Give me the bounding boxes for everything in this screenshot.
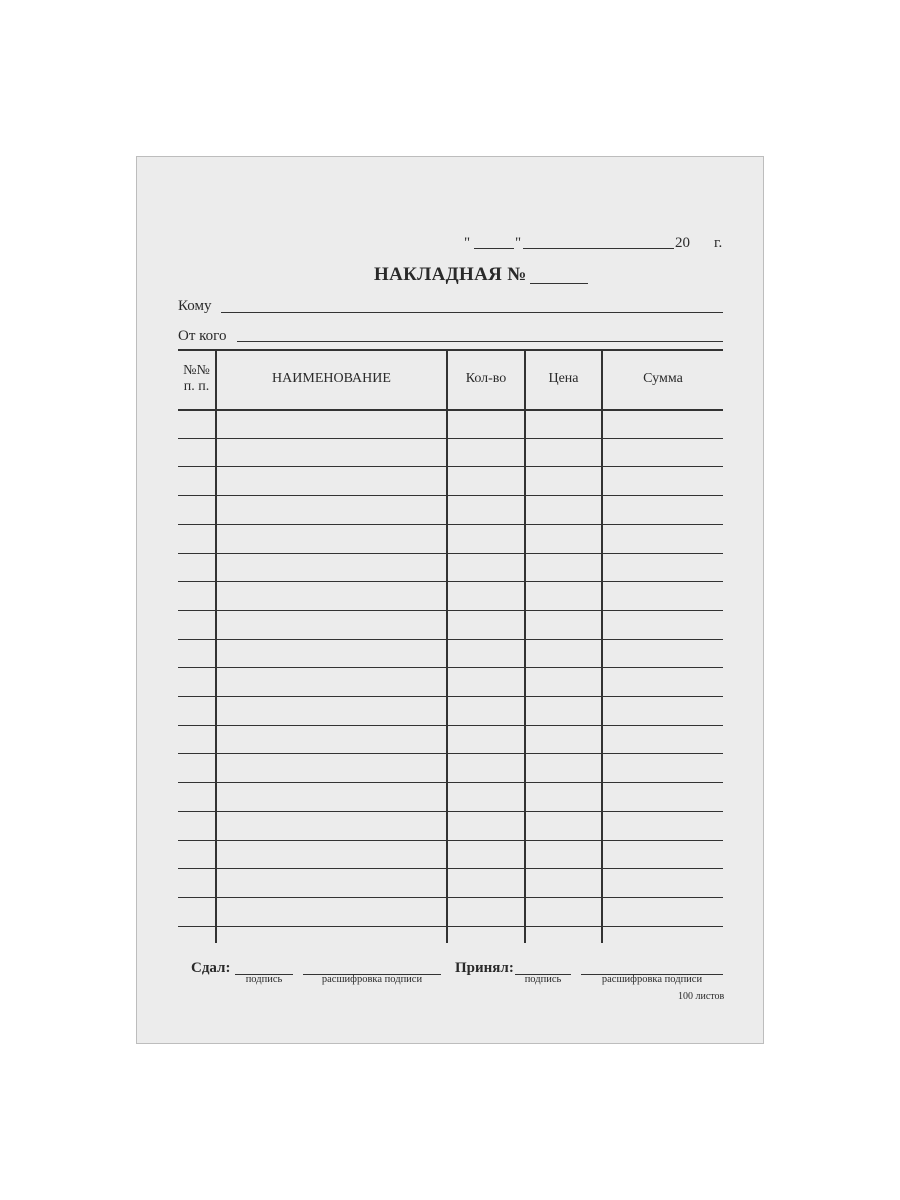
page-title: НАКЛАДНАЯ № bbox=[374, 264, 527, 285]
table-header-bottom-border bbox=[178, 409, 723, 411]
table-top-border bbox=[178, 349, 723, 351]
table-row-line bbox=[178, 840, 723, 841]
table-row-line bbox=[178, 495, 723, 496]
month-blank-line bbox=[523, 234, 674, 249]
gave-signature-line bbox=[235, 960, 293, 975]
date-open-quote: " bbox=[464, 235, 471, 251]
gave-decoding-line bbox=[303, 960, 441, 975]
column-divider-2 bbox=[446, 349, 448, 943]
table-row-line bbox=[178, 438, 723, 439]
table-row-line bbox=[178, 639, 723, 640]
column-divider-1 bbox=[215, 349, 217, 943]
sheet-count: 100 листов bbox=[678, 991, 725, 1002]
table-row-line bbox=[178, 667, 723, 668]
header-number-line1: №№ bbox=[183, 363, 210, 378]
gave-decoding-caption: расшифровка подписи bbox=[321, 974, 423, 985]
table-row-line bbox=[178, 782, 723, 783]
from-field-line bbox=[237, 327, 723, 342]
from-label: От кого bbox=[178, 328, 227, 344]
table-row-line bbox=[178, 897, 723, 898]
received-label: Принял: bbox=[455, 960, 514, 976]
header-price: Цена bbox=[548, 371, 579, 386]
header-name: НАИМЕНОВАНИЕ bbox=[272, 371, 391, 386]
table-row-line bbox=[178, 753, 723, 754]
table-row-line bbox=[178, 696, 723, 697]
table-row-line bbox=[178, 553, 723, 554]
received-signature-caption: подпись bbox=[524, 974, 562, 985]
gave-label: Сдал: bbox=[191, 960, 231, 976]
table-row-line bbox=[178, 811, 723, 812]
received-decoding-line bbox=[581, 960, 723, 975]
date-close-quote: " bbox=[515, 235, 522, 251]
items-table bbox=[178, 349, 723, 943]
invoice-form-sheet bbox=[136, 156, 764, 1044]
gave-signature-caption: подпись bbox=[245, 974, 283, 985]
table-row-line bbox=[178, 466, 723, 467]
header-number bbox=[178, 363, 215, 395]
received-signature-line bbox=[515, 960, 571, 975]
table-row-line bbox=[178, 725, 723, 726]
day-blank-line bbox=[474, 234, 514, 249]
header-quantity: Кол-во bbox=[465, 371, 507, 386]
table-row-line bbox=[178, 610, 723, 611]
header-sum: Сумма bbox=[643, 371, 683, 386]
table-row-line bbox=[178, 524, 723, 525]
table-row-line bbox=[178, 868, 723, 869]
table-row-line bbox=[178, 926, 723, 927]
received-decoding-caption: расшифровка подписи bbox=[601, 974, 703, 985]
year-prefix: 20 bbox=[675, 235, 690, 251]
column-divider-4 bbox=[601, 349, 603, 943]
header-number-line2: п. п. bbox=[183, 379, 210, 394]
to-field-line bbox=[221, 298, 723, 313]
to-label: Кому bbox=[178, 298, 212, 314]
invoice-number-blank-line bbox=[530, 270, 588, 284]
year-suffix: г. bbox=[714, 235, 723, 251]
table-row-line bbox=[178, 581, 723, 582]
column-divider-3 bbox=[524, 349, 526, 943]
